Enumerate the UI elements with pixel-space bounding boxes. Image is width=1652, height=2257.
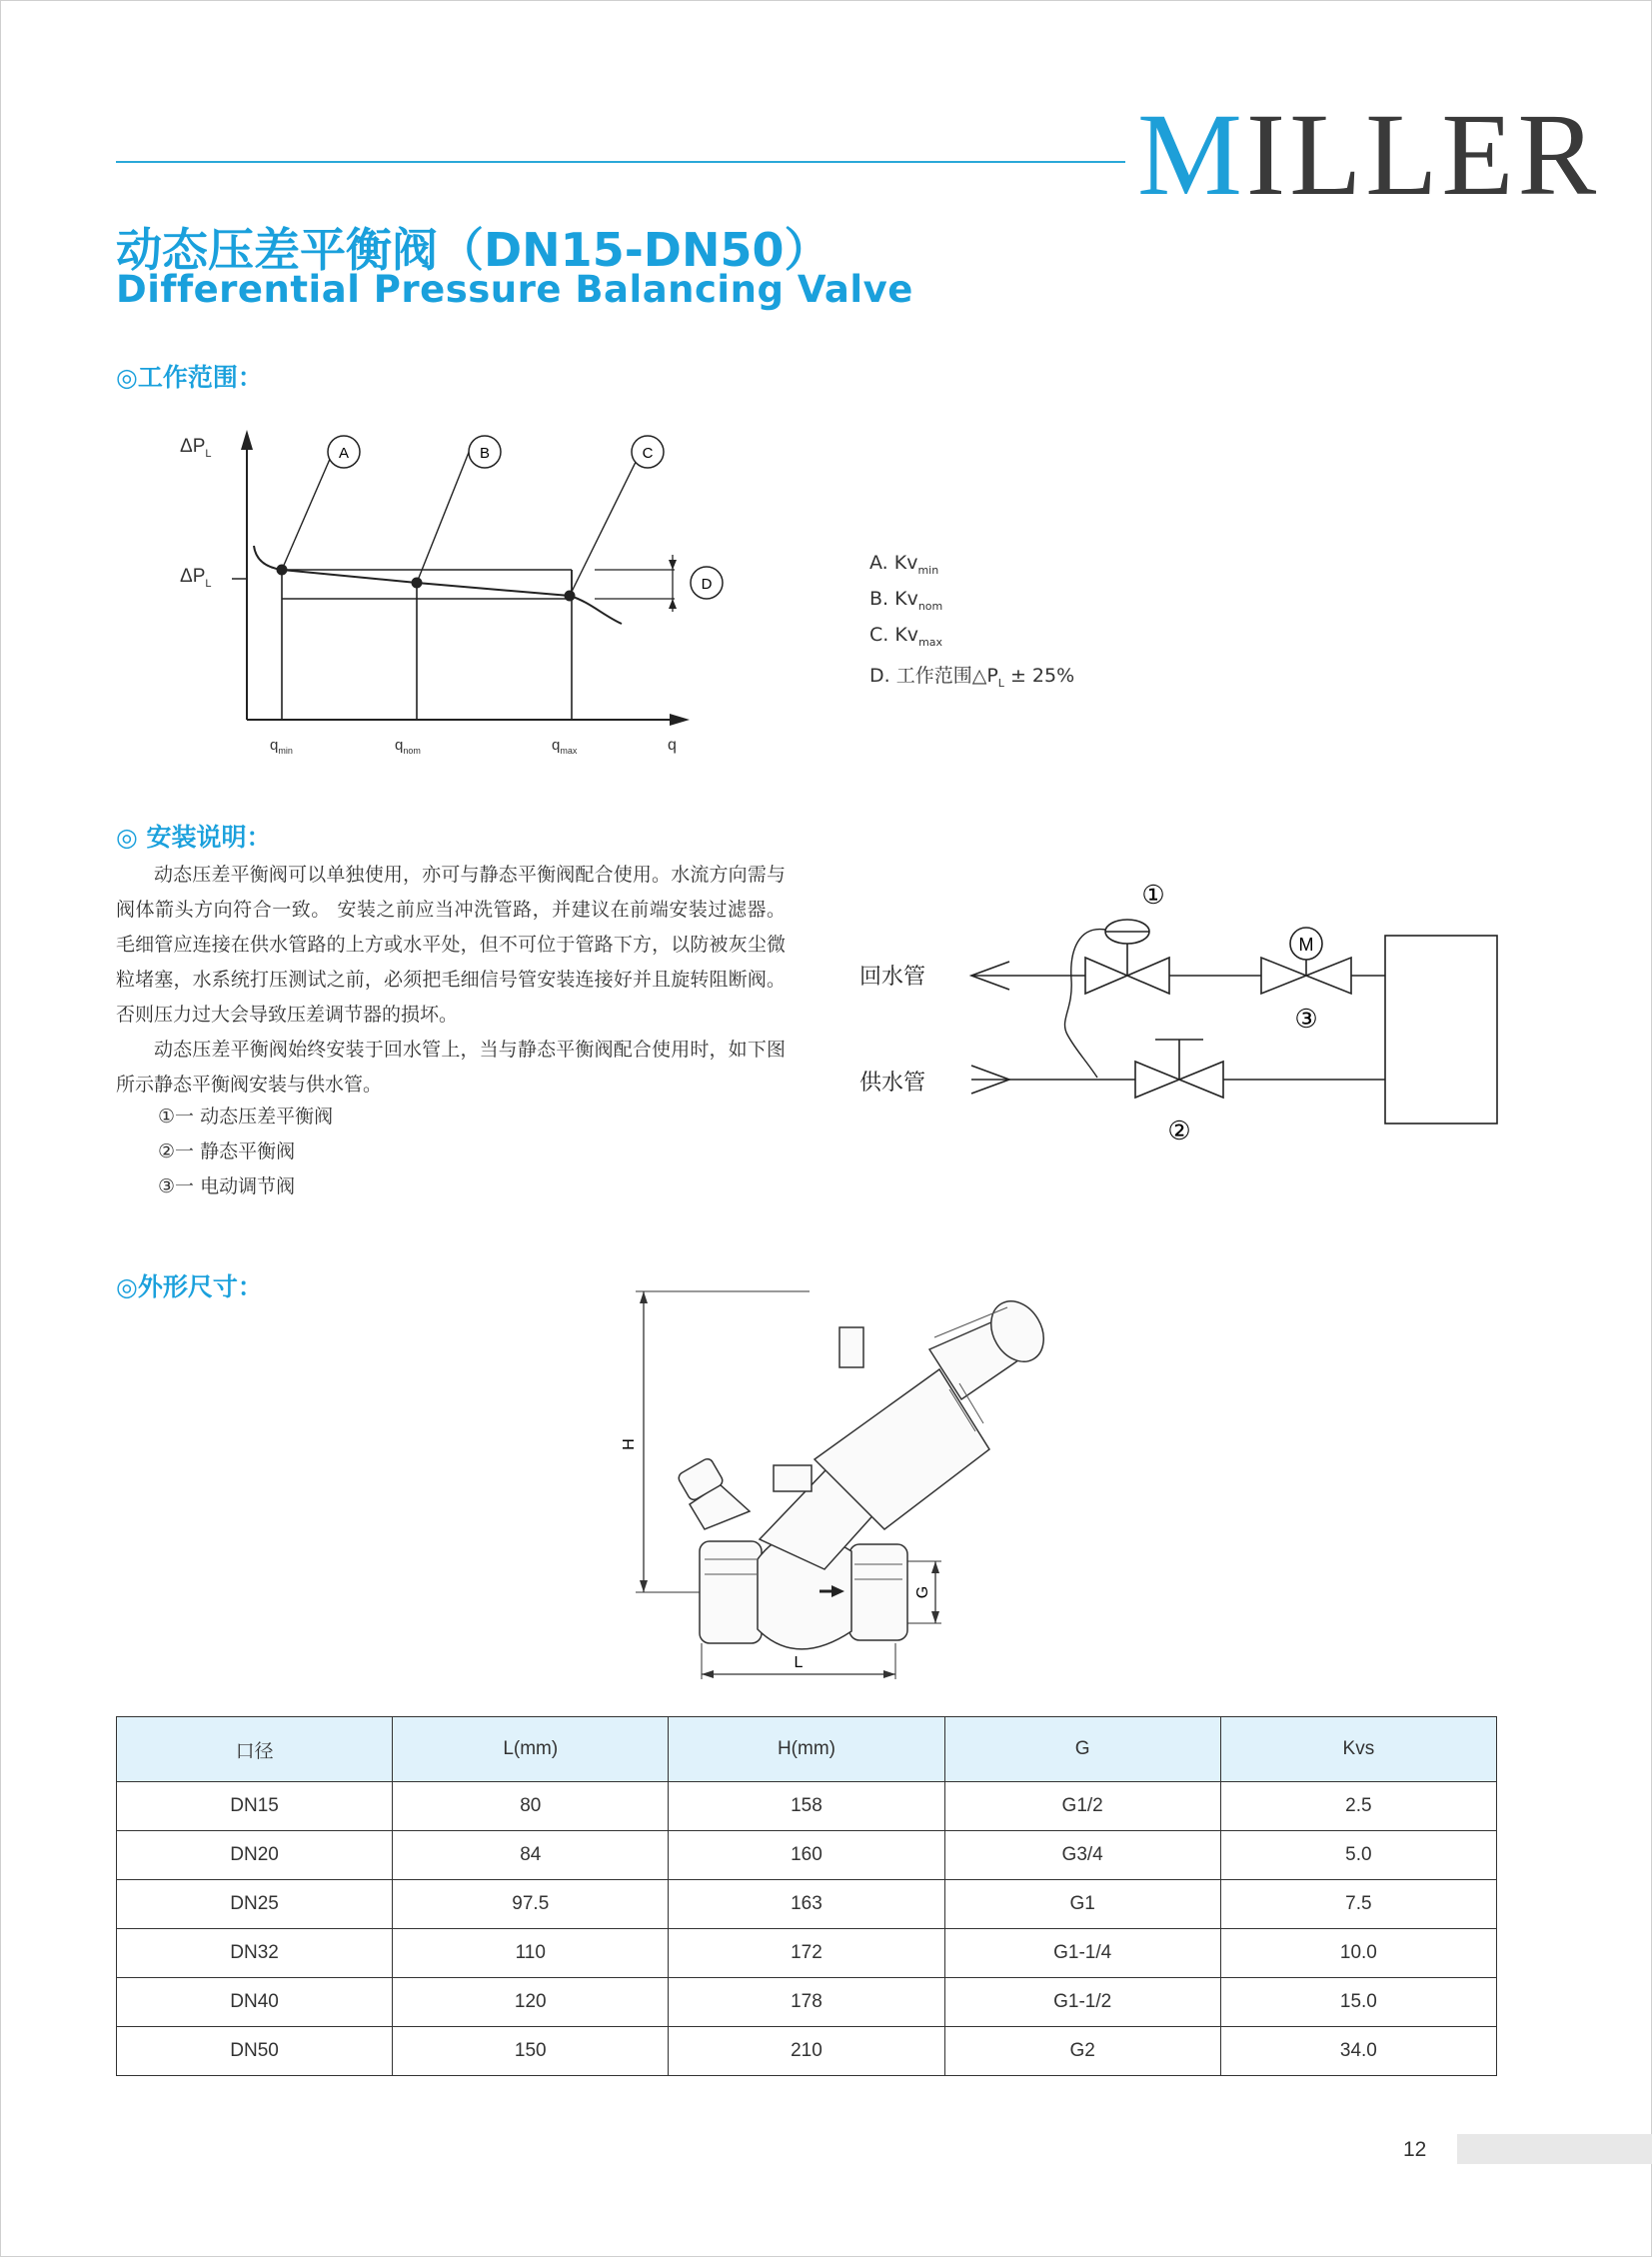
table-cell: 80 [393,1782,669,1831]
number-2: ② [1167,1116,1191,1145]
number-1: ① [1141,880,1165,910]
table-cell: 2.5 [1220,1782,1496,1831]
col-header: L(mm) [393,1717,669,1782]
table-cell: G3/4 [944,1831,1220,1880]
supply-pipe-label: 供水管 [859,1071,926,1096]
working-range-chart [170,420,730,765]
table-cell: 84 [393,1831,669,1880]
installation-schematic [959,870,1509,1149]
x-tick-qmax: $q_{max}$ [552,737,578,756]
table-cell: DN15 [117,1782,393,1831]
h-arrow-top [640,1291,648,1303]
table-header-row [117,1717,1497,1782]
table-cell: DN50 [117,2027,393,2076]
l-arrow-right [883,1670,895,1678]
tolerance-arrow-bottom [669,599,677,609]
legend-item-2: ②一 静态平衡阀 [158,1140,296,1162]
table-cell: 172 [669,1929,944,1978]
section-heading-install: ◎ 安装说明： [116,823,272,852]
section-heading-range: ◎工作范围： [116,363,263,392]
table-cell: DN20 [117,1831,393,1880]
h-arrow-bottom [640,1580,648,1592]
legend-d: D. 工作范围$\triangle P_L \pm 25\%$ [869,665,1075,690]
table-cell: 178 [669,1978,944,2027]
table-cell: 110 [393,1929,669,1978]
leader-c [570,450,642,596]
table-row [117,1880,1497,1929]
brand-logo [1137,89,1601,220]
table-cell: DN25 [117,1880,393,1929]
return-pipe-label: 回水管 [859,965,926,990]
footer-tab-bar [1457,2134,1652,2164]
table-row [117,1831,1497,1880]
table-cell: G1 [944,1880,1220,1929]
table-cell: 7.5 [1220,1880,1496,1929]
x-tick-qmin: $q_{min}$ [270,737,293,756]
table-row [117,1978,1497,2027]
marker-b: B [479,445,491,462]
x-tick-qnom: $q_{nom}$ [395,737,421,756]
g-arrow-top [931,1561,939,1573]
h-label: H [621,1438,638,1450]
y-label-top: $\Delta P_L$ [180,436,212,460]
table-cell: 34.0 [1220,2027,1496,2076]
table-row [117,1929,1497,1978]
tolerance-arrow-top [669,560,677,570]
col-header: 口径 [117,1717,393,1782]
marker-d: D [701,576,713,593]
l-arrow-left [702,1670,714,1678]
table-cell: G1-1/2 [944,1978,1220,2027]
g-arrow-bottom [931,1611,939,1623]
install-paragraph-1: 动态压差平衡阀可以单独使用，亦可与静态平衡阀配合使用。水流方向需与阀体箭头方向符合一致。 安装之前应当冲洗管路，并建议在前端安装过滤器。毛细管应连接在供水管路的上方或水平处，但不可位于管路下方，以防被灰尘微粒堵塞，水系统打压测试之前，必须把毛细信号管安装连接好并且旋转阻断阀。 否则压力过大会导致压差调节器的损坏。 [116,864,786,1026]
table-cell: 210 [669,2027,944,2076]
characteristic-curve [254,546,622,624]
legend-item-3: ③一 电动调节阀 [158,1175,296,1197]
x-axis-arrow [670,714,690,726]
valve-dimension-drawing [610,1279,1049,1689]
marker-a: A [338,445,350,462]
leader-b [417,450,470,583]
table-cell: DN40 [117,1978,393,2027]
number-3: ③ [1294,1004,1318,1034]
load-unit-box [1385,936,1497,1124]
capillary-tube [1065,930,1105,1078]
table-row [117,2027,1497,2076]
legend-c: C. $Kv_{max}$ [869,624,943,649]
spec-table [116,1716,1497,2076]
table-cell: 97.5 [393,1880,669,1929]
table-cell: 10.0 [1220,1929,1496,1978]
page-title-cn: 动态压差平衡阀（DN15-DN50） [116,223,830,277]
brand-rest: ILLER [1245,89,1601,220]
g-label: G [914,1585,931,1599]
table-cell: 15.0 [1220,1978,1496,2027]
header-rule [116,161,1125,163]
table-cell: DN32 [117,1929,393,1978]
l-label: L [794,1654,804,1671]
x-axis-label: q [668,737,677,754]
leader-a [282,450,334,570]
page-number: 12 [1403,2138,1427,2161]
install-paragraph-2: 动态压差平衡阀始终安装于回水管上，当与静态平衡阀配合使用时，如下图所示静态平衡阀安装与供水管。 [116,1039,786,1096]
legend-a: A. $Kv_{min}$ [869,552,939,577]
valve-body [677,1291,1049,1649]
col-header: Kvs [1220,1717,1496,1782]
legend-b: B. $Kv_{nom}$ [869,588,943,613]
install-text [116,858,786,1103]
table-cell: 163 [669,1880,944,1929]
table-cell: 158 [669,1782,944,1831]
col-header: G [944,1717,1220,1782]
table-cell: 160 [669,1831,944,1880]
marker-c: C [642,445,654,462]
table-cell: 5.0 [1220,1831,1496,1880]
table-cell: G1/2 [944,1782,1220,1831]
motor-label: M [1298,935,1314,955]
col-header: H(mm) [669,1717,944,1782]
table-cell: 150 [393,2027,669,2076]
table-cell: G2 [944,2027,1220,2076]
section-heading-dimensions: ◎外形尺寸： [116,1272,263,1301]
y-axis-arrow [241,430,253,450]
table-cell: 120 [393,1978,669,2027]
brand-initial: M [1137,89,1246,220]
table-row [117,1782,1497,1831]
table-cell: G1-1/4 [944,1929,1220,1978]
y-label-mid: $\Delta P_L$ [180,566,212,590]
page-title-en: Differential Pressure Balancing Valve [116,268,913,311]
legend-item-1: ①一 动态压差平衡阀 [158,1106,334,1128]
